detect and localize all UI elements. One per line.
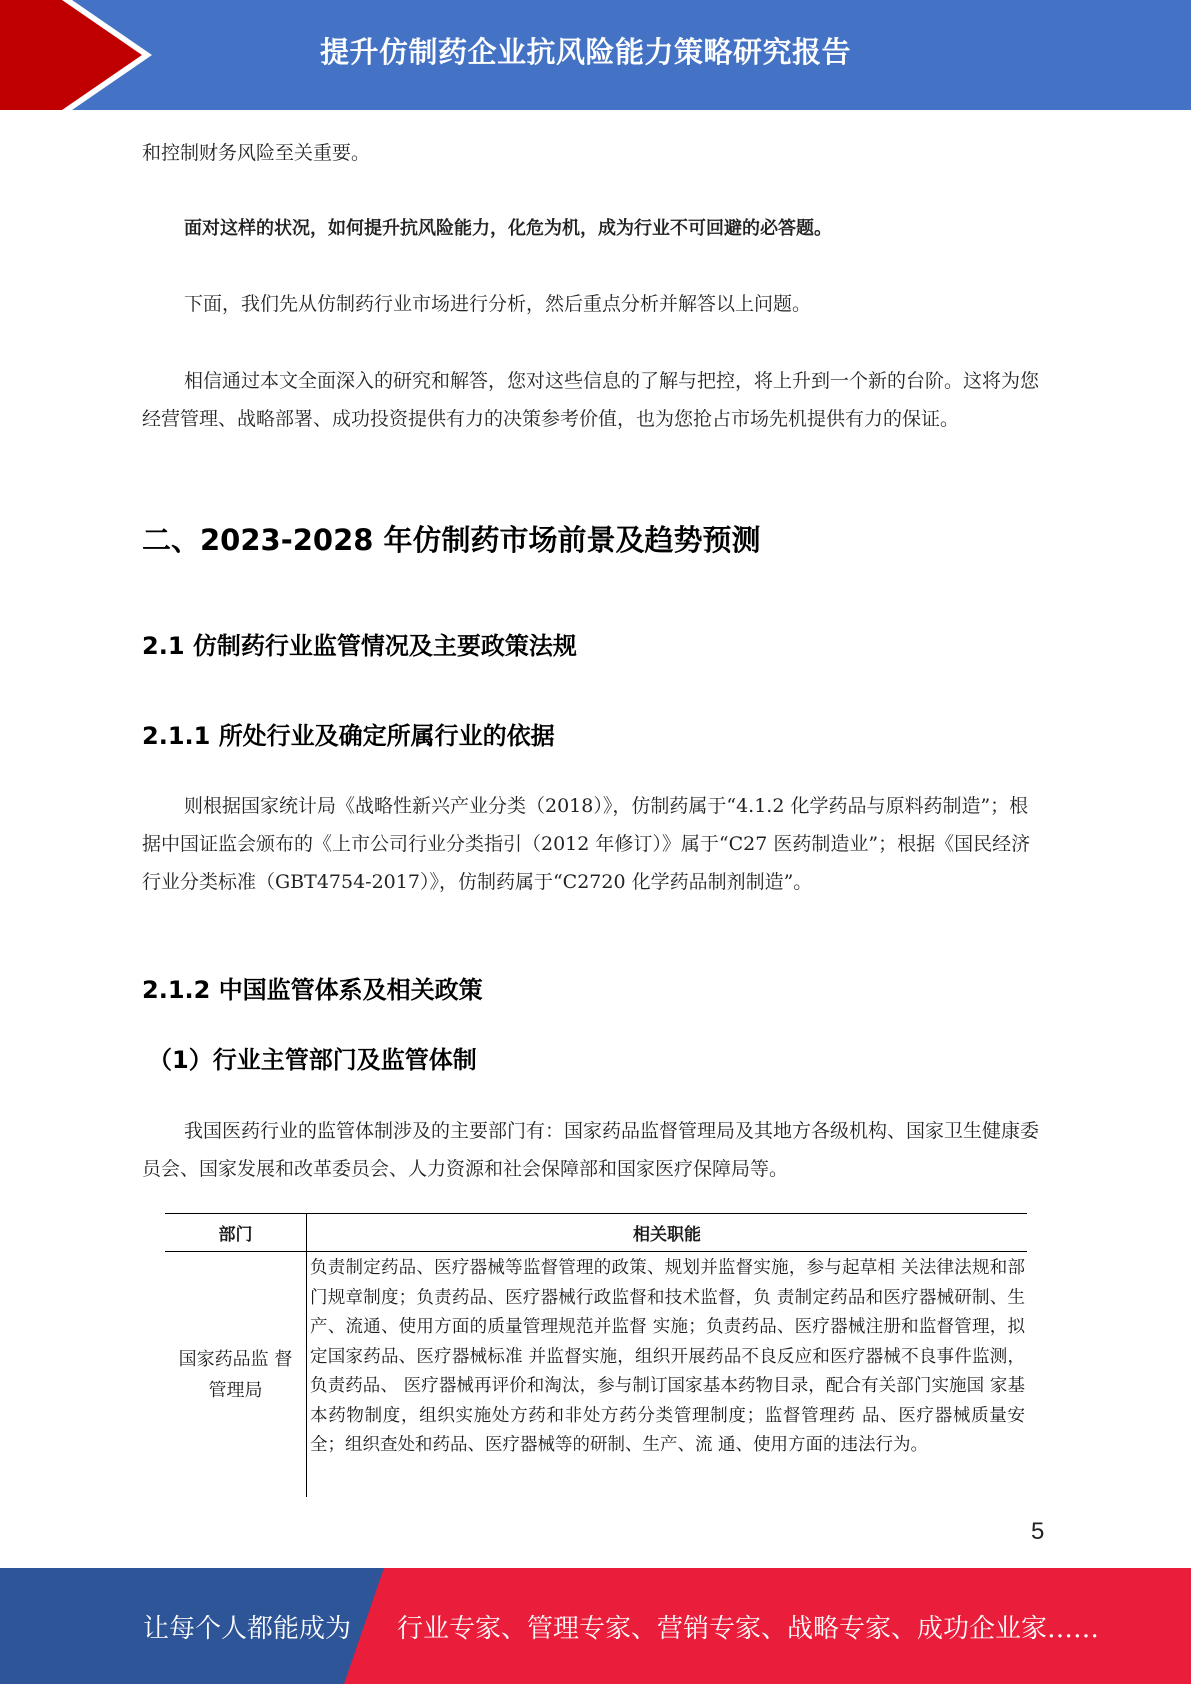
table-header-dept: 部门: [165, 1214, 307, 1251]
report-title: 提升仿制药企业抗风险能力策略研究报告: [320, 35, 852, 69]
table-cell-duty: 负责制定药品、医疗器械等监督管理的政策、规划并监督实施，参与起草相 关法律法规和部门规章制度；负责药品、医疗器械行政监督和技术监督，负 责制定药品和医疗器械研制、生产、流通、使用方面的质量管理规范并监督 实施；负责药品、医疗器械注册和监督管理，拟定国家药品、医疗器械标准 并监督实施，组织开展药品不良反应和医疗器械不良事件监测，负责药品、 医疗器械再评价和淘汰，参与制订国家基本药物目录，配合有关部门实施国 家基本药物制度，组织实施处方药和非处方药分类管理制度；监督管理药 品、医疗器械质量安全；组织查处和药品、医疗器械等的研制、生产、流 通、使用方面的违法行为。: [310, 1258, 1025, 1455]
paragraph-intro: 下面，我们先从仿制药行业市场进行分析，然后重点分析并解答以上问题。: [184, 293, 812, 315]
table-row: [165, 1252, 1027, 1497]
item-heading-1: （1）行业主管部门及监管体制: [148, 1046, 477, 1074]
paragraph-value: 相信通过本文全面深入的研究和解答，您对这些信息的了解与把控，将上升到一个新的台阶。这将为您经营管理、战略部署、成功投资提供有力的决策参考价值，也为您抢占市场先机提供有力的保证。: [142, 370, 1040, 430]
table-header-duty: 相关职能: [633, 1225, 701, 1245]
footer-slogan-left: 让每个人都能成为: [143, 1614, 352, 1644]
paragraph-continuation: 和控制财务风险至关重要。: [142, 142, 371, 164]
page-footer: [0, 1568, 1191, 1684]
table-header-row: [165, 1214, 1027, 1252]
paragraph-regulators: 我国医药行业的监管体制涉及的主要部门有：国家药品监督管理局及其地方各级机构、国家卫生健康委员会、国家发展和改革委员会、人力资源和社会保障部和国家医疗保障局等。: [142, 1120, 1040, 1180]
paragraph-classification: 则根据国家统计局《战略性新兴产业分类（2018）》，仿制药属于“4.1.2 化学药品与原料药制造”；根据中国证监会颁布的《上市公司行业分类指引（2012 年修订）》属于“C27 医药制造业”；根据《国民经济行业分类标准（GBT4754-2017）》，仿制药属于“C2720 化学药品制剂制造”。: [142, 795, 1031, 893]
page-header: [0, 0, 1191, 110]
regulator-table: [165, 1213, 1027, 1497]
paragraph-key-question: 面对这样的状况，如何提升抗风险能力，化危为机，成为行业不可回避的必答题。: [184, 218, 832, 239]
subsection-heading-2-1-2: 2.1.2 中国监管体系及相关政策: [142, 976, 483, 1004]
subsection-heading-2-1-1: 2.1.1 所处行业及确定所属行业的依据: [142, 722, 555, 750]
table-cell-dept: 国家药品监 督管理局: [165, 1252, 307, 1497]
footer-slogan-right: 行业专家、管理专家、营销专家、战略专家、成功企业家……: [397, 1614, 1100, 1644]
subsection-heading-2-1: 2.1 仿制药行业监管情况及主要政策法规: [142, 632, 577, 660]
page-number: 5: [1031, 1518, 1045, 1545]
section-heading: 二、2023-2028 年仿制药市场前景及趋势预测: [142, 523, 761, 557]
chevron-arrow-icon: [0, 0, 160, 110]
